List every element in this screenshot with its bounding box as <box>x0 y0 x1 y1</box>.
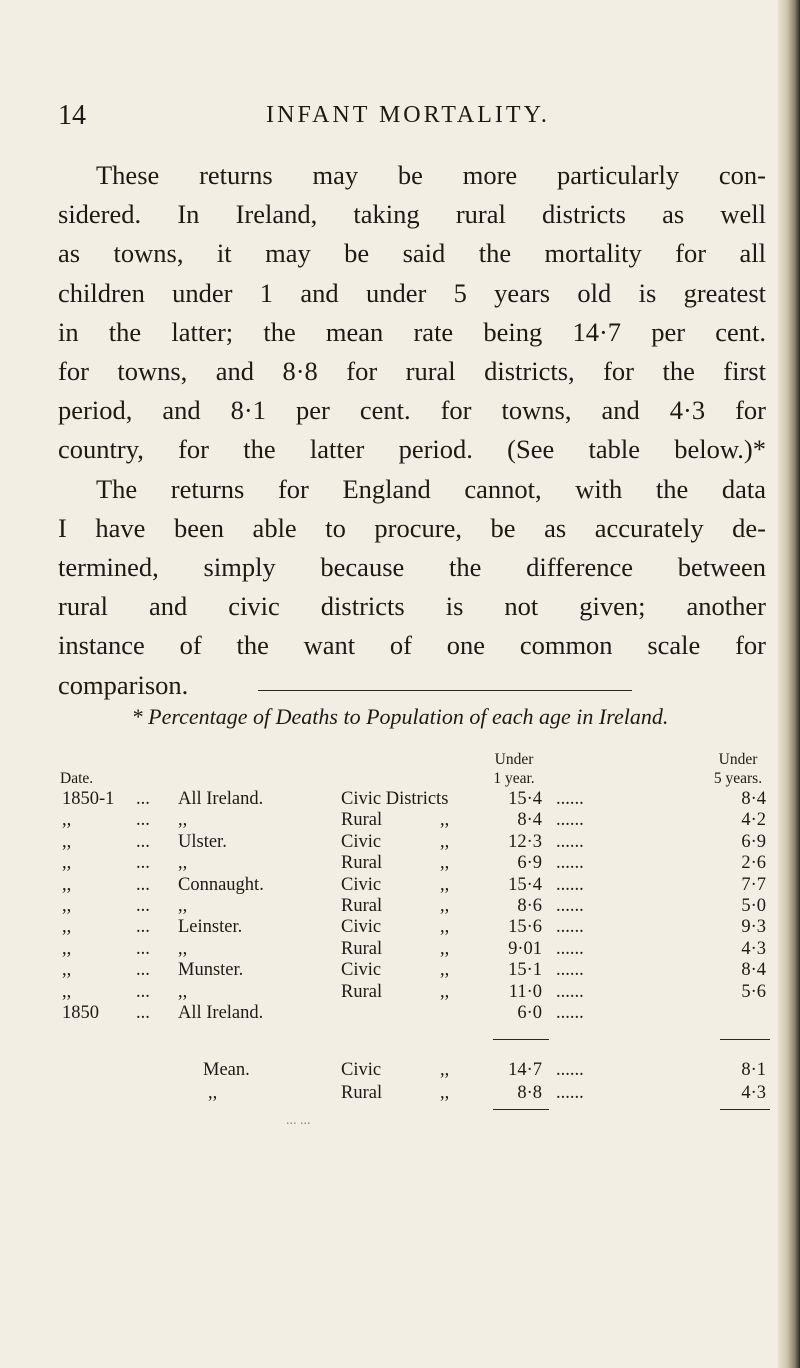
mean-row-under-5-value: 8·1 <box>741 1060 766 1080</box>
body-line: country, for the latter period. (See table below.)* <box>58 434 766 465</box>
row-district-kind: Civic <box>341 831 382 852</box>
mean-row-ditto-mark: ,, <box>440 1060 450 1080</box>
mean-row-label: Mean. <box>203 1060 250 1080</box>
row-under-5-value: 2·6 <box>741 853 766 874</box>
mean-row-under-5-value: 4·3 <box>741 1082 766 1103</box>
row-date: ,, <box>62 810 72 831</box>
row-district-kind: Civic <box>341 960 382 981</box>
row-ditto-mark: ,, <box>440 810 450 831</box>
row-ditto-mark: ,, <box>440 896 450 916</box>
header-under-1-year-bottom: 1 year. <box>493 770 535 787</box>
row-under-1-value: 6·0 <box>517 1003 542 1023</box>
row-leader-dots: ...... <box>556 981 584 1002</box>
row-under-5-value: 8·4 <box>741 789 766 809</box>
row-leader-dots: ... <box>136 1003 150 1023</box>
row-leader-dots: ...... <box>556 789 584 809</box>
sum-rule <box>720 1039 770 1040</box>
closing-rule <box>720 1109 770 1110</box>
row-under-5-value: 4·2 <box>741 810 766 831</box>
row-date: 1850-1 <box>62 789 115 809</box>
row-date: ,, <box>62 874 72 895</box>
row-region: All Ireland. <box>178 789 264 809</box>
row-region: Connaught. <box>178 874 264 895</box>
mean-row-kind: Civic <box>341 1060 382 1080</box>
row-leader-dots: ...... <box>556 896 584 916</box>
row-leader-dots: ...... <box>556 874 584 895</box>
row-leader-dots: ... <box>136 960 150 981</box>
row-region: ,, <box>178 853 188 874</box>
row-ditto-mark: ,, <box>440 960 450 981</box>
row-leader-dots: ... <box>136 917 150 938</box>
row-date: ,, <box>62 917 72 938</box>
row-district-kind: Rural <box>341 810 383 831</box>
row-leader-dots: ...... <box>556 1003 584 1023</box>
row-region: Leinster. <box>178 917 243 938</box>
row-date: 1850 <box>62 1003 99 1023</box>
row-under-1-value: 9·01 <box>508 938 542 959</box>
row-district-kind: Civic <box>341 874 382 895</box>
row-under-1-value: 6·9 <box>517 853 542 874</box>
row-region: ,, <box>178 896 188 916</box>
body-line: rural and civic districts is not given; another <box>58 591 766 622</box>
body-line: period, and 8·1 per cent. for towns, and 4·3 for <box>58 395 766 426</box>
header-under-5-years-top: Under <box>718 751 758 768</box>
row-under-5-value: 8·4 <box>741 960 766 981</box>
row-date: ,, <box>62 960 72 981</box>
body-line: in the latter; the mean rate being 14·7 per cent. <box>58 316 766 347</box>
row-date: ,, <box>62 896 72 916</box>
header-under-5-years-bottom: 5 years. <box>713 770 763 787</box>
row-region: ,, <box>178 938 188 959</box>
row-district-kind: Civic <box>341 917 382 938</box>
row-date: ,, <box>62 831 72 852</box>
row-region: Ulster. <box>178 831 227 852</box>
table-caption: * Percentage of Deaths to Population of each age in Ireland. <box>131 704 669 729</box>
row-under-1-value: 15·4 <box>508 789 542 809</box>
row-under-5-value: 4·3 <box>741 938 766 959</box>
body-line: as towns, it may be said the mortality for all <box>58 238 766 269</box>
row-under-5-value: 5·0 <box>741 896 766 916</box>
row-leader-dots: ...... <box>556 938 584 959</box>
row-region: Munster. <box>178 960 244 981</box>
body-line: instance of the want of one common scale for <box>58 630 766 661</box>
body-line: comparison. <box>58 669 189 700</box>
row-ditto-mark: ,, <box>440 874 450 895</box>
row-under-1-value: 11·0 <box>508 981 542 1002</box>
row-district-kind: Civic Districts <box>341 789 449 809</box>
row-under-5-value: 5·6 <box>741 981 766 1002</box>
body-line: The returns for England cannot, with the data <box>96 473 766 504</box>
page-number: 14 <box>58 100 86 131</box>
row-under-1-value: 15·4 <box>508 874 542 895</box>
row-leader-dots: ... <box>136 896 150 916</box>
row-under-5-value: 9·3 <box>741 917 766 938</box>
row-ditto-mark: ,, <box>440 853 450 874</box>
mean-row-leader-dots: ...... <box>556 1060 584 1080</box>
row-under-5-value: 7·7 <box>741 874 766 895</box>
row-leader-dots: ... <box>136 789 150 809</box>
row-district-kind: Rural <box>341 981 383 1002</box>
row-district-kind: Rural <box>341 896 383 916</box>
body-line: These returns may be more particularly con- <box>96 160 766 190</box>
row-under-1-value: 8·6 <box>517 896 542 916</box>
running-title: INFANT MORTALITY. <box>266 102 550 128</box>
row-ditto-mark: ,, <box>440 938 450 959</box>
row-district-kind: Rural <box>341 853 383 874</box>
row-region: ,, <box>178 810 188 831</box>
row-ditto-mark: ,, <box>440 831 450 852</box>
row-date: ,, <box>62 853 72 874</box>
mean-row-label: ,, <box>208 1082 218 1103</box>
row-leader-dots: ...... <box>556 917 584 938</box>
body-line: for towns, and 8·8 for rural districts, for the first <box>58 356 766 387</box>
row-under-1-value: 15·1 <box>508 960 542 981</box>
row-leader-dots: ... <box>136 831 150 852</box>
row-leader-dots: ...... <box>556 960 584 981</box>
closing-rule <box>493 1109 549 1110</box>
bottom-leader-dots: ... ... <box>286 1113 311 1128</box>
row-leader-dots: ... <box>136 938 150 959</box>
row-ditto-mark: ,, <box>440 917 450 938</box>
row-leader-dots: ...... <box>556 853 584 874</box>
row-ditto-mark: ,, <box>440 981 450 1002</box>
body-line: sidered. In Ireland, taking rural districts as well <box>58 199 766 230</box>
row-date: ,, <box>62 938 72 959</box>
mean-row-under-1-value: 8·8 <box>517 1082 542 1103</box>
header-date: Date. <box>60 770 94 787</box>
row-leader-dots: ...... <box>556 831 584 852</box>
row-under-5-value: 6·9 <box>741 831 766 852</box>
row-region: All Ireland. <box>178 1003 264 1023</box>
body-line: children under 1 and under 5 years old is greatest <box>58 277 766 308</box>
row-under-1-value: 8·4 <box>517 810 542 831</box>
row-leader-dots: ... <box>136 981 150 1002</box>
row-region: ,, <box>178 981 188 1002</box>
row-leader-dots: ... <box>136 874 150 895</box>
body-line: I have been able to procure, be as accurately de- <box>58 512 766 543</box>
body-line: termined, simply because the difference between <box>58 552 766 583</box>
row-under-1-value: 12·3 <box>508 831 542 852</box>
row-leader-dots: ... <box>136 810 150 831</box>
mean-row-leader-dots: ...... <box>556 1082 584 1103</box>
sum-rule <box>493 1039 549 1040</box>
row-under-1-value: 15·6 <box>508 917 542 938</box>
mean-row-under-1-value: 14·7 <box>508 1060 542 1080</box>
mean-row-kind: Rural <box>341 1082 383 1103</box>
row-date: ,, <box>62 981 72 1002</box>
row-district-kind: Rural <box>341 938 383 959</box>
mean-row-ditto-mark: ,, <box>440 1082 450 1103</box>
row-leader-dots: ... <box>136 853 150 874</box>
row-leader-dots: ...... <box>556 810 584 831</box>
header-under-1-year-top: Under <box>494 751 534 768</box>
